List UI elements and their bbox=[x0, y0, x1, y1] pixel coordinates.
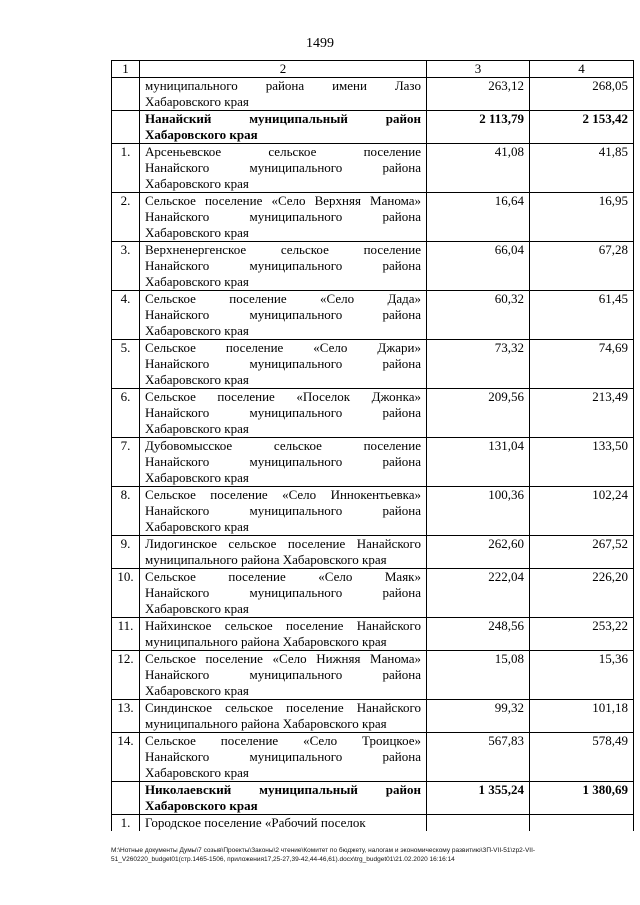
name-line: Городское поселение «Рабочий поселок bbox=[145, 815, 366, 830]
row-number: 7. bbox=[112, 438, 140, 487]
table-row bbox=[112, 815, 634, 832]
name-line: Хабаровского края bbox=[145, 519, 249, 534]
table-row bbox=[112, 733, 634, 782]
amount-column-4: 133,50 bbox=[530, 438, 634, 487]
settlement-name bbox=[140, 815, 427, 832]
table-row bbox=[112, 651, 634, 700]
row-number: 5. bbox=[112, 340, 140, 389]
column-header: 1 bbox=[112, 61, 140, 78]
settlement-name bbox=[140, 111, 427, 144]
amount-column-4: 578,49 bbox=[530, 733, 634, 782]
name-line: Сельское поселение «Поселок Джонка» bbox=[145, 389, 421, 404]
amount-column-3: 16,64 bbox=[427, 193, 530, 242]
amount-column-3: 100,36 bbox=[427, 487, 530, 536]
column-header: 3 bbox=[427, 61, 530, 78]
amount-column-3: 209,56 bbox=[427, 389, 530, 438]
row-number: 12. bbox=[112, 651, 140, 700]
settlement-name bbox=[140, 536, 427, 569]
row-number: 9. bbox=[112, 536, 140, 569]
name-line: Николаевский муниципальный район bbox=[145, 782, 421, 797]
amount-column-4: 74,69 bbox=[530, 340, 634, 389]
settlement-name bbox=[140, 487, 427, 536]
settlement-name bbox=[140, 144, 427, 193]
name-line: Хабаровского края bbox=[145, 176, 249, 191]
name-line: Сельское поселение «Село Джари» bbox=[145, 340, 421, 355]
amount-column-3: 66,04 bbox=[427, 242, 530, 291]
row-number: 6. bbox=[112, 389, 140, 438]
name-line: Нанайского муниципального района bbox=[145, 307, 421, 322]
name-line: муниципального района имени Лазо bbox=[145, 78, 421, 93]
column-header: 2 bbox=[140, 61, 427, 78]
name-line: Дубовомысское сельское поселение bbox=[145, 438, 421, 453]
name-line: Нанайского муниципального района bbox=[145, 749, 421, 764]
name-line: Нанайский муниципальный район bbox=[145, 111, 421, 126]
row-number: 14. bbox=[112, 733, 140, 782]
settlement-name bbox=[140, 782, 427, 815]
settlement-name bbox=[140, 733, 427, 782]
row-number: 8. bbox=[112, 487, 140, 536]
table-row bbox=[112, 618, 634, 651]
amount-column-3: 567,83 bbox=[427, 733, 530, 782]
name-line: Хабаровского края bbox=[145, 323, 249, 338]
name-line: Нанайского муниципального района bbox=[145, 356, 421, 371]
amount-column-4 bbox=[530, 815, 634, 832]
table-row bbox=[112, 569, 634, 618]
row-number bbox=[112, 782, 140, 815]
name-line: Хабаровского края bbox=[145, 601, 249, 616]
amount-column-4: 41,85 bbox=[530, 144, 634, 193]
table-row bbox=[112, 144, 634, 193]
name-line: Хабаровского края bbox=[145, 798, 258, 813]
row-number: 3. bbox=[112, 242, 140, 291]
budget-table bbox=[111, 60, 634, 831]
settlement-name bbox=[140, 389, 427, 438]
name-line: Хабаровского края bbox=[145, 225, 249, 240]
amount-column-4: 2 153,42 bbox=[530, 111, 634, 144]
table-row bbox=[112, 438, 634, 487]
amount-column-4: 15,36 bbox=[530, 651, 634, 700]
name-line: Хабаровского края bbox=[145, 421, 249, 436]
table-row bbox=[112, 340, 634, 389]
name-line: Синдинское сельское поселение Нанайского bbox=[145, 700, 421, 715]
amount-column-3: 73,32 bbox=[427, 340, 530, 389]
settlement-name bbox=[140, 78, 427, 111]
amount-column-3: 2 113,79 bbox=[427, 111, 530, 144]
name-line: Хабаровского края bbox=[145, 683, 249, 698]
row-number: 11. bbox=[112, 618, 140, 651]
name-line: муниципального района Хабаровского края bbox=[145, 552, 387, 567]
row-number: 4. bbox=[112, 291, 140, 340]
name-line: Нанайского муниципального района bbox=[145, 160, 421, 175]
row-number: 1. bbox=[112, 815, 140, 832]
amount-column-4: 253,22 bbox=[530, 618, 634, 651]
footer-line: М:\Нотные документы Думы\7 созыв\Проекты\Законы\2 чтение\Комитет по бюджету, налогам и экономическому развитию\ЗП-VII-51\zp2-VII- bbox=[111, 847, 536, 854]
settlement-name bbox=[140, 193, 427, 242]
row-number: 2. bbox=[112, 193, 140, 242]
name-line: Сельское поселение «Село Троицкое» bbox=[145, 733, 421, 748]
amount-column-4: 213,49 bbox=[530, 389, 634, 438]
settlement-name bbox=[140, 291, 427, 340]
amount-column-3: 60,32 bbox=[427, 291, 530, 340]
settlement-name bbox=[140, 618, 427, 651]
name-line: Сельское поселение «Село Верхняя Манома» bbox=[145, 193, 421, 208]
name-line: Хабаровского края bbox=[145, 127, 258, 142]
district-group-row bbox=[112, 111, 634, 144]
name-line: Сельское поселение «Село Дада» bbox=[145, 291, 421, 306]
table-row bbox=[112, 193, 634, 242]
row-number bbox=[112, 78, 140, 111]
name-line: Арсеньевское сельское поселение bbox=[145, 144, 421, 159]
amount-column-4: 16,95 bbox=[530, 193, 634, 242]
amount-column-3: 1 355,24 bbox=[427, 782, 530, 815]
amount-column-4: 268,05 bbox=[530, 78, 634, 111]
name-line: Хабаровского края bbox=[145, 372, 249, 387]
name-line: муниципального района Хабаровского края bbox=[145, 634, 387, 649]
amount-column-4: 1 380,69 bbox=[530, 782, 634, 815]
table-row bbox=[112, 487, 634, 536]
name-line: Нанайского муниципального района bbox=[145, 585, 421, 600]
row-number bbox=[112, 111, 140, 144]
settlement-name bbox=[140, 700, 427, 733]
amount-column-3: 131,04 bbox=[427, 438, 530, 487]
settlement-name bbox=[140, 651, 427, 700]
name-line: Верхненергенское сельское поселение bbox=[145, 242, 421, 257]
amount-column-3 bbox=[427, 815, 530, 832]
table-header-row bbox=[112, 61, 634, 78]
footer-line: 51_V260220_budget01(стр.1465-1506, приложения17,25-27,39-42,44-46,61).docx\trg_budget01\21.02.2020 16:16:14 bbox=[111, 856, 455, 863]
amount-column-3: 262,60 bbox=[427, 536, 530, 569]
amount-column-4: 61,45 bbox=[530, 291, 634, 340]
district-group-row bbox=[112, 782, 634, 815]
amount-column-4: 101,18 bbox=[530, 700, 634, 733]
row-number: 10. bbox=[112, 569, 140, 618]
amount-column-3: 263,12 bbox=[427, 78, 530, 111]
amount-column-3: 99,32 bbox=[427, 700, 530, 733]
amount-column-4: 102,24 bbox=[530, 487, 634, 536]
amount-column-3: 41,08 bbox=[427, 144, 530, 193]
name-line: Нанайского муниципального района bbox=[145, 209, 421, 224]
table-row bbox=[112, 700, 634, 733]
row-number: 13. bbox=[112, 700, 140, 733]
name-line: Хабаровского края bbox=[145, 765, 249, 780]
amount-column-3: 248,56 bbox=[427, 618, 530, 651]
name-line: Сельское поселение «Село Иннокентьевка» bbox=[145, 487, 421, 502]
amount-column-3: 222,04 bbox=[427, 569, 530, 618]
settlement-name bbox=[140, 242, 427, 291]
name-line: Сельское поселение «Село Маяк» bbox=[145, 569, 421, 584]
name-line: Найхинское сельское поселение Нанайского bbox=[145, 618, 421, 633]
amount-column-4: 226,20 bbox=[530, 569, 634, 618]
name-line: Сельское поселение «Село Нижняя Манома» bbox=[145, 651, 421, 666]
document-path-footer bbox=[111, 846, 636, 864]
amount-column-3: 15,08 bbox=[427, 651, 530, 700]
name-line: Хабаровского края bbox=[145, 274, 249, 289]
name-line: Нанайского муниципального района bbox=[145, 454, 421, 469]
settlement-name bbox=[140, 569, 427, 618]
table-row bbox=[112, 536, 634, 569]
settlement-name bbox=[140, 438, 427, 487]
settlement-name bbox=[140, 340, 427, 389]
table-row bbox=[112, 389, 634, 438]
amount-column-4: 67,28 bbox=[530, 242, 634, 291]
table-row bbox=[112, 242, 634, 291]
name-line: Хабаровского края bbox=[145, 470, 249, 485]
name-line: Нанайского муниципального района bbox=[145, 405, 421, 420]
name-line: Лидогинское сельское поселение Нанайского bbox=[145, 536, 421, 551]
name-line: Нанайского муниципального района bbox=[145, 258, 421, 273]
amount-column-4: 267,52 bbox=[530, 536, 634, 569]
name-line: Нанайского муниципального района bbox=[145, 667, 421, 682]
name-line: Нанайского муниципального района bbox=[145, 503, 421, 518]
name-line: Хабаровского края bbox=[145, 94, 249, 109]
name-line: муниципального района Хабаровского края bbox=[145, 716, 387, 731]
column-header: 4 bbox=[530, 61, 634, 78]
row-number: 1. bbox=[112, 144, 140, 193]
page-number: 1499 bbox=[306, 36, 334, 51]
table-row bbox=[112, 291, 634, 340]
table-row bbox=[112, 78, 634, 111]
